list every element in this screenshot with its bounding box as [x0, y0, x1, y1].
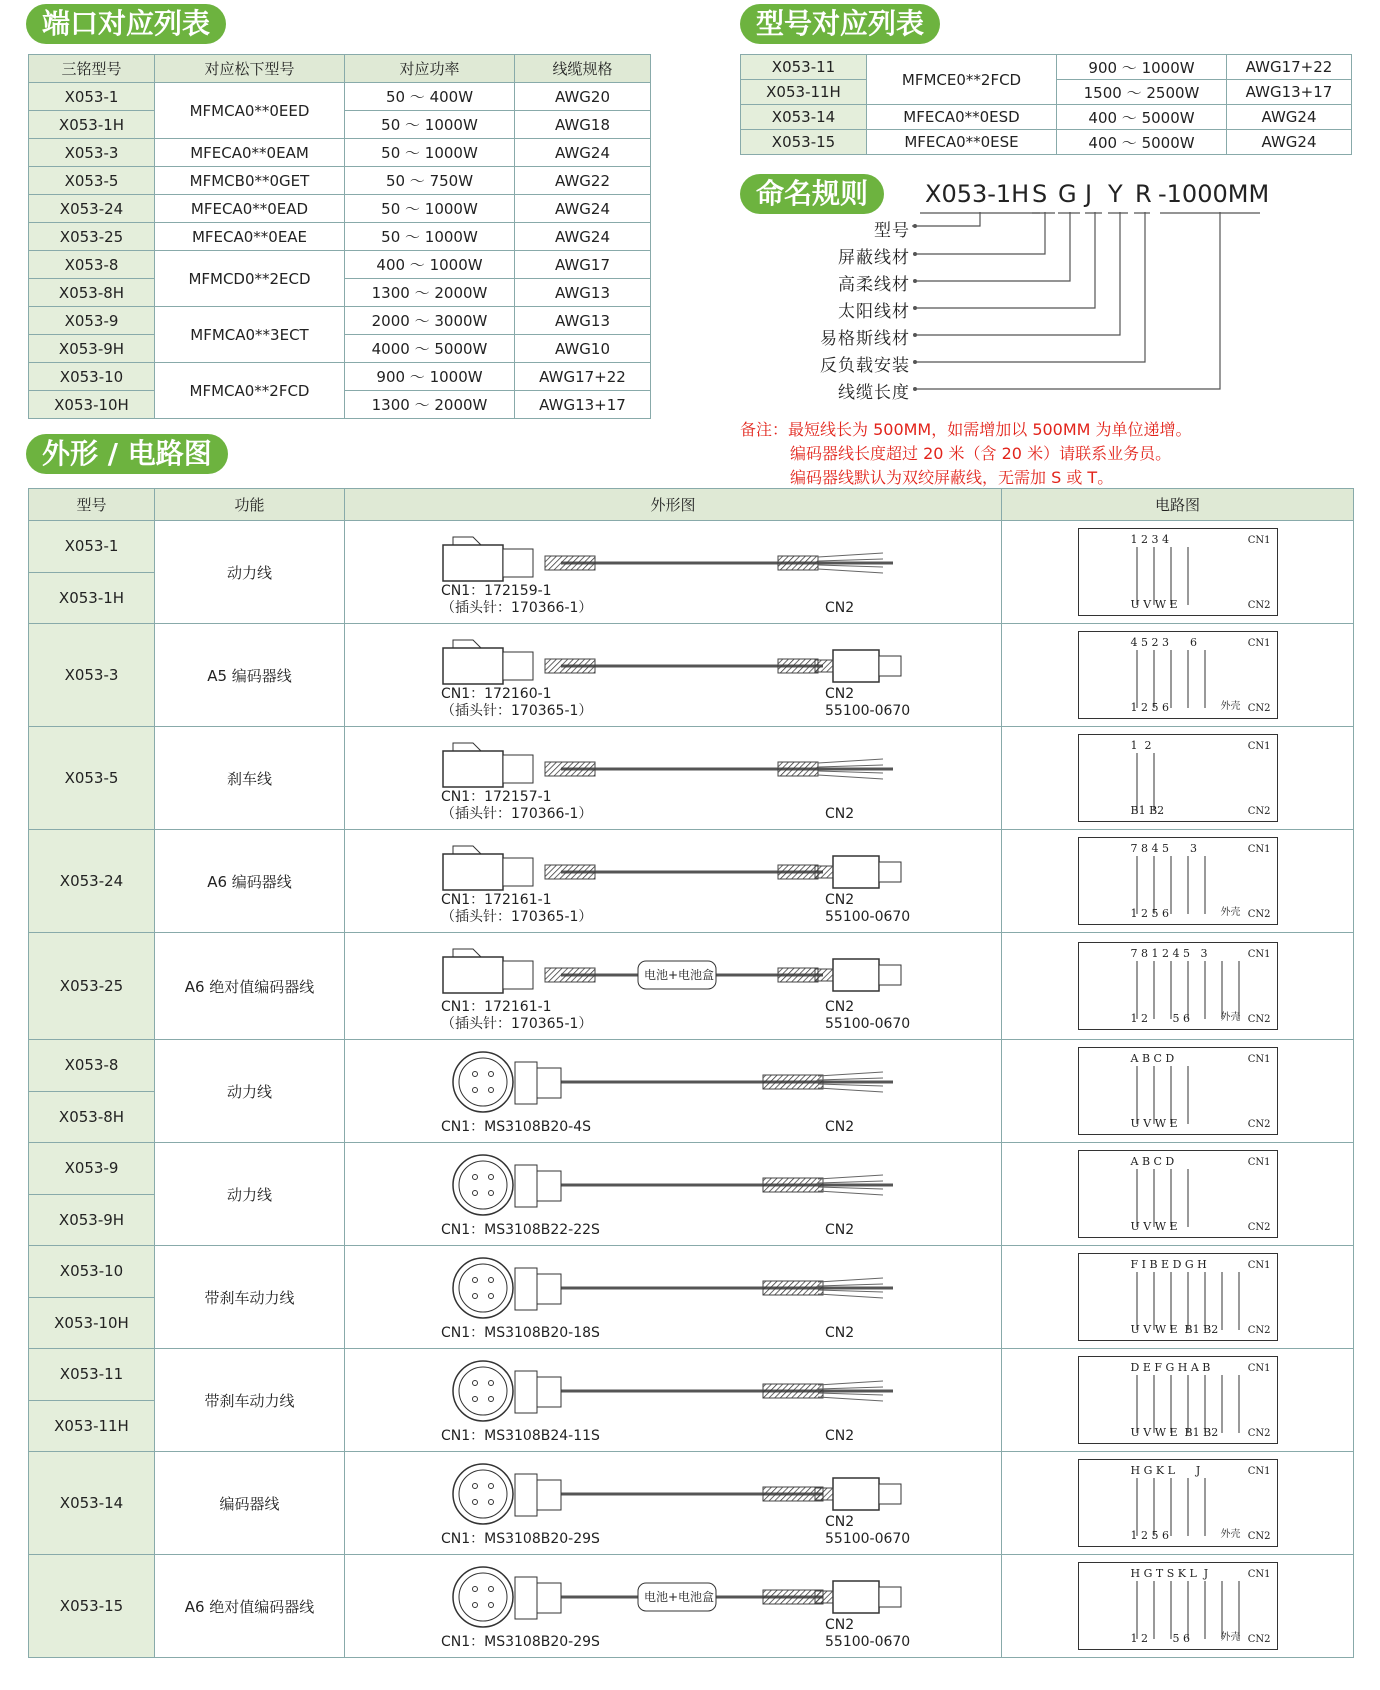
cn2-label: CN2 [825, 1514, 855, 1530]
model-cell: X053-9H [29, 1194, 155, 1246]
pana-cell: MFMCA0**0EED [155, 83, 345, 139]
shape-cell [345, 1040, 1002, 1143]
function-cell: 带刹车动力线 [155, 1349, 345, 1452]
circuit-diagram [1078, 1253, 1278, 1341]
circuit-bottom-pins: U V W E B1 B2 [1130, 1323, 1219, 1336]
cn1-label: CN1：MS3108B20-4S [441, 1119, 592, 1135]
model-table [740, 54, 1352, 155]
function-cell: A6 编码器线 [155, 830, 345, 933]
circuit-diagram [1078, 1459, 1278, 1547]
awg-cell: AWG24 [1227, 105, 1352, 130]
cn2-part-label: 55100-0670 [825, 1634, 911, 1650]
cn2-label: CN2 [825, 1119, 855, 1135]
awg-cell: AWG24 [515, 223, 651, 251]
power-cell: 400 ～ 5000W [1057, 105, 1227, 130]
model-cell: X053-8 [29, 1040, 155, 1092]
model-cell: X053-10H [29, 1297, 155, 1349]
awg-cell: AWG20 [515, 83, 651, 111]
circuit-cell [1002, 1452, 1354, 1555]
power-cell: 1300 ～ 2000W [345, 279, 515, 307]
cn1-label: CN1：172159-1 [441, 583, 552, 599]
power-cell: 50 ～ 1000W [345, 223, 515, 251]
circuit-cn2: CN2 [1247, 1119, 1271, 1130]
cn2-part-label: 55100-0670 [825, 703, 911, 719]
model-cell: X053-11 [741, 55, 867, 80]
model-cell: X053-14 [29, 1452, 155, 1555]
col-header: 外形图 [345, 489, 1002, 521]
label-shield: 屏蔽线材 [838, 248, 910, 268]
pana-cell: MFECA0**0EAD [155, 195, 345, 223]
label-reverse: 反负载安装 [820, 356, 910, 376]
cn2-label: CN2 [825, 1617, 855, 1633]
awg-cell: AWG13 [515, 307, 651, 335]
model-cell: X053-1H [29, 572, 155, 624]
circuit-diagram [1078, 837, 1278, 925]
circuit-bottom-pins: U V W E [1130, 598, 1178, 611]
model-cell: X053-11 [29, 1349, 155, 1401]
circuit-bottom-pins: U V W E B1 B2 [1130, 1426, 1219, 1439]
shape-cell [345, 933, 1002, 1040]
circuit-cell [1002, 624, 1354, 727]
awg-cell: AWG24 [1227, 130, 1352, 155]
model-cell: X053-3 [29, 139, 155, 167]
pin-label: （插头针：170366-1） [441, 600, 593, 616]
shape-cell [345, 1246, 1002, 1349]
pana-cell: MFECA0**0EAM [155, 139, 345, 167]
cn1-label: CN1：172161-1 [441, 999, 552, 1015]
circuit-bottom-pins: 1 2 5 6 [1130, 701, 1169, 714]
code-g: G [1058, 180, 1077, 208]
function-cell: A6 绝对值编码器线 [155, 933, 345, 1040]
function-cell: 动力线 [155, 1040, 345, 1143]
circuit-cn1: CN1 [1247, 949, 1271, 960]
circuit-cn2: CN2 [1247, 1325, 1271, 1336]
circuit-bottom-pins: 1 2 5 6 [1130, 1632, 1190, 1645]
cn2-label: CN2 [825, 806, 855, 822]
cn1-label: CN1：MS3108B20-18S [441, 1325, 600, 1341]
circuit-top-pins: H G T S K L J [1130, 1567, 1209, 1580]
function-cell: 动力线 [155, 1143, 345, 1246]
circuit-cn1: CN1 [1247, 535, 1271, 546]
col-header: 对应功率 [345, 55, 515, 83]
cn2-label: CN2 [825, 892, 855, 908]
circuit-top-pins: 7 8 4 5 3 [1130, 842, 1197, 855]
circuit-cell [1002, 1143, 1354, 1246]
circuit-bottom-pins: 1 2 5 6 [1130, 1012, 1190, 1025]
circuit-top-pins: F I B E D G H [1130, 1258, 1207, 1271]
note-line: 编码器线默认为双绞屏蔽线，无需加 S 或 T。 [790, 468, 1114, 487]
model-cell: X053-1 [29, 521, 155, 573]
shell-label: 外壳 [1220, 1529, 1241, 1540]
model-cell: X053-10 [29, 1246, 155, 1298]
function-cell: 动力线 [155, 521, 345, 624]
awg-cell: AWG13+17 [515, 391, 651, 419]
port-table-heading: 端口对应列表 [26, 4, 226, 44]
circuit-cn2: CN2 [1247, 1014, 1271, 1025]
model-cell: X053-8H [29, 279, 155, 307]
circuit-cn1: CN1 [1247, 741, 1271, 752]
shape-cell [345, 727, 1002, 830]
cn1-label: CN1：MS3108B24-11S [441, 1428, 600, 1444]
pin-label: （插头针：170365-1） [441, 1016, 593, 1032]
col-header: 对应松下型号 [155, 55, 345, 83]
circuit-cn1: CN1 [1247, 1260, 1271, 1271]
circuit-cell [1002, 727, 1354, 830]
cn2-part-label: 55100-0670 [825, 1016, 911, 1032]
circuit-cn2: CN2 [1247, 1531, 1271, 1542]
note-block [740, 418, 1192, 490]
code-length: -1000MM [1158, 180, 1270, 208]
shell-label: 外壳 [1220, 907, 1241, 918]
circuit-cell [1002, 1349, 1354, 1452]
model-cell: X053-8 [29, 251, 155, 279]
circuit-top-pins: 7 8 1 2 4 5 3 [1130, 947, 1208, 960]
cn2-part-label: 55100-0670 [825, 1531, 911, 1547]
cn1-label: CN1：172161-1 [441, 892, 552, 908]
pana-cell: MFMCB0**0GET [155, 167, 345, 195]
circuit-cell [1002, 830, 1354, 933]
awg-cell: AWG18 [515, 111, 651, 139]
model-cell: X053-14 [741, 105, 867, 130]
col-header: 线缆规格 [515, 55, 651, 83]
circuit-cn2: CN2 [1247, 600, 1271, 611]
function-cell: 编码器线 [155, 1452, 345, 1555]
col-header: 电路图 [1002, 489, 1354, 521]
circuit-top-pins: A B C D [1130, 1052, 1175, 1065]
cn2-label: CN2 [825, 999, 855, 1015]
code-y: Y [1108, 180, 1123, 208]
awg-cell: AWG17+22 [1227, 55, 1352, 80]
circuit-top-pins: 4 5 2 3 6 [1130, 636, 1197, 649]
model-table-heading: 型号对应列表 [740, 4, 940, 44]
function-cell: 刹车线 [155, 727, 345, 830]
model-cell: X053-9 [29, 307, 155, 335]
circuit-cn1: CN1 [1247, 844, 1271, 855]
shape-cell [345, 830, 1002, 933]
function-cell: A5 编码器线 [155, 624, 345, 727]
model-cell: X053-9H [29, 335, 155, 363]
power-cell: 900 ～ 1000W [1057, 55, 1227, 80]
circuit-top-pins: 1 2 3 4 [1130, 533, 1169, 546]
model-cell: X053-24 [29, 195, 155, 223]
pana-cell: MFMCE0**2FCD [867, 55, 1057, 105]
label-flex: 高柔线材 [838, 275, 910, 295]
circuit-cn2: CN2 [1247, 1634, 1271, 1645]
circuit-cn2: CN2 [1247, 909, 1271, 920]
circuit-diagram [1078, 734, 1278, 822]
cable-drawing [423, 1044, 923, 1114]
shape-table [28, 488, 1354, 1658]
circuit-cell [1002, 1040, 1354, 1143]
circuit-cell [1002, 521, 1354, 624]
shape-cell [345, 1349, 1002, 1452]
col-header: 功能 [155, 489, 345, 521]
model-cell: X053-11H [741, 80, 867, 105]
model-cell: X053-3 [29, 624, 155, 727]
col-header: 三铭型号 [29, 55, 155, 83]
circuit-cn1: CN1 [1247, 638, 1271, 649]
circuit-diagram [1078, 631, 1278, 719]
shell-label: 外壳 [1220, 1012, 1241, 1023]
shell-label: 外壳 [1220, 701, 1241, 712]
circuit-bottom-pins: 1 2 5 6 [1130, 907, 1169, 920]
pin-label: （插头针：170365-1） [441, 703, 593, 719]
circuit-cn2: CN2 [1247, 703, 1271, 714]
circuit-cell [1002, 933, 1354, 1040]
circuit-cell [1002, 1246, 1354, 1349]
power-cell: 50 ～ 1000W [345, 111, 515, 139]
model-cell: X053-24 [29, 830, 155, 933]
awg-cell: AWG22 [515, 167, 651, 195]
cable-drawing [423, 1250, 923, 1320]
cn1-label: CN1：172157-1 [441, 789, 552, 805]
power-cell: 50 ～ 1000W [345, 139, 515, 167]
circuit-top-pins: H G K L J [1130, 1464, 1201, 1477]
awg-cell: AWG13+17 [1227, 80, 1352, 105]
pana-cell: MFECA0**0ESD [867, 105, 1057, 130]
function-cell: A6 绝对值编码器线 [155, 1555, 345, 1658]
circuit-bottom-pins: U V W E [1130, 1117, 1178, 1130]
pana-cell: MFECA0**0EAE [155, 223, 345, 251]
circuit-cn2: CN2 [1247, 1222, 1271, 1233]
circuit-diagram [1078, 528, 1278, 616]
circuit-diagram [1078, 1047, 1278, 1135]
circuit-cn1: CN1 [1247, 1054, 1271, 1065]
battery-box-label: 电池+电池盒 [644, 1590, 715, 1604]
code-j: J [1085, 180, 1093, 208]
circuit-diagram [1078, 1150, 1278, 1238]
circuit-diagram [1078, 1356, 1278, 1444]
shell-label: 外壳 [1220, 1632, 1241, 1643]
code-model: X053-1H [925, 180, 1030, 208]
circuit-cn2: CN2 [1247, 806, 1271, 817]
shape-cell [345, 1143, 1002, 1246]
power-cell: 4000 ～ 5000W [345, 335, 515, 363]
power-cell: 50 ～ 1000W [345, 195, 515, 223]
circuit-bottom-pins: 1 2 5 6 [1130, 1529, 1169, 1542]
awg-cell: AWG24 [515, 139, 651, 167]
circuit-cn1: CN1 [1247, 1363, 1271, 1374]
power-cell: 400 ～ 1000W [345, 251, 515, 279]
model-cell: X053-25 [29, 933, 155, 1040]
cn2-label: CN2 [825, 1325, 855, 1341]
model-cell: X053-10H [29, 391, 155, 419]
cn2-label: CN2 [825, 1428, 855, 1444]
awg-cell: AWG17+22 [515, 363, 651, 391]
pana-cell: MFMCD0**2ECD [155, 251, 345, 307]
shape-cell [345, 1452, 1002, 1555]
naming-diagram [740, 180, 1300, 420]
awg-cell: AWG24 [515, 195, 651, 223]
power-cell: 2000 ～ 3000W [345, 307, 515, 335]
battery-box-label: 电池+电池盒 [644, 968, 715, 982]
code-s: S [1032, 180, 1048, 208]
model-cell: X053-15 [741, 130, 867, 155]
circuit-cell [1002, 1555, 1354, 1658]
cable-drawing [423, 1147, 923, 1217]
power-cell: 50 ～ 750W [345, 167, 515, 195]
circuit-cn2: CN2 [1247, 1428, 1271, 1439]
shape-cell [345, 624, 1002, 727]
power-cell: 900 ～ 1000W [345, 363, 515, 391]
shape-table-heading: 外形 / 电路图 [26, 434, 228, 474]
circuit-cn1: CN1 [1247, 1569, 1271, 1580]
circuit-cn1: CN1 [1247, 1157, 1271, 1168]
circuit-cn1: CN1 [1247, 1466, 1271, 1477]
cn2-label: CN2 [825, 686, 855, 702]
col-header: 型号 [29, 489, 155, 521]
model-cell: X053-11H [29, 1400, 155, 1452]
pin-label: （插头针：170366-1） [441, 806, 593, 822]
awg-cell: AWG10 [515, 335, 651, 363]
label-igus: 易格斯线材 [820, 329, 910, 349]
shape-cell [345, 1555, 1002, 1658]
circuit-top-pins: 1 2 [1130, 739, 1152, 752]
circuit-top-pins: D E F G H A B [1130, 1361, 1211, 1374]
model-cell: X053-1 [29, 83, 155, 111]
shape-cell [345, 521, 1002, 624]
port-table [28, 54, 651, 419]
naming-heading: 命名规则 [740, 174, 884, 214]
model-cell: X053-25 [29, 223, 155, 251]
model-cell: X053-9 [29, 1143, 155, 1195]
circuit-bottom-pins: B1 B2 [1130, 804, 1165, 817]
power-cell: 400 ～ 5000W [1057, 130, 1227, 155]
cn2-label: CN2 [825, 1222, 855, 1238]
pin-label: （插头针：170365-1） [441, 909, 593, 925]
pana-cell: MFMCA0**3ECT [155, 307, 345, 363]
awg-cell: AWG13 [515, 279, 651, 307]
cable-drawing [423, 1353, 923, 1423]
label-taiyo: 太阳线材 [838, 302, 910, 322]
circuit-diagram [1078, 1562, 1278, 1650]
circuit-diagram [1078, 942, 1278, 1030]
pana-cell: MFECA0**0ESE [867, 130, 1057, 155]
label-model: 型号 [874, 221, 910, 241]
code-r: R [1135, 180, 1152, 208]
model-cell: X053-10 [29, 363, 155, 391]
model-cell: X053-1H [29, 111, 155, 139]
power-cell: 50 ～ 400W [345, 83, 515, 111]
cn2-part-label: 55100-0670 [825, 909, 911, 925]
note-line: 备注：最短线长为 500MM，如需增加以 500MM 为单位递增。 [740, 420, 1192, 439]
note-line: 编码器线长度超过 20 米（含 20 米）请联系业务员。 [790, 444, 1172, 463]
awg-cell: AWG17 [515, 251, 651, 279]
model-cell: X053-5 [29, 727, 155, 830]
model-cell: X053-15 [29, 1555, 155, 1658]
power-cell: 1500 ～ 2500W [1057, 80, 1227, 105]
pana-cell: MFMCA0**2FCD [155, 363, 345, 419]
model-cell: X053-8H [29, 1091, 155, 1143]
function-cell: 带刹车动力线 [155, 1246, 345, 1349]
cn1-label: CN1：MS3108B20-29S [441, 1634, 600, 1650]
power-cell: 1300 ～ 2000W [345, 391, 515, 419]
label-length: 线缆长度 [838, 383, 910, 403]
cn1-label: CN1：MS3108B20-29S [441, 1531, 600, 1547]
model-cell: X053-5 [29, 167, 155, 195]
circuit-bottom-pins: U V W E [1130, 1220, 1178, 1233]
cn2-label: CN2 [825, 600, 855, 616]
circuit-top-pins: A B C D [1130, 1155, 1175, 1168]
cn1-label: CN1：172160-1 [441, 686, 552, 702]
cn1-label: CN1：MS3108B22-22S [441, 1222, 600, 1238]
